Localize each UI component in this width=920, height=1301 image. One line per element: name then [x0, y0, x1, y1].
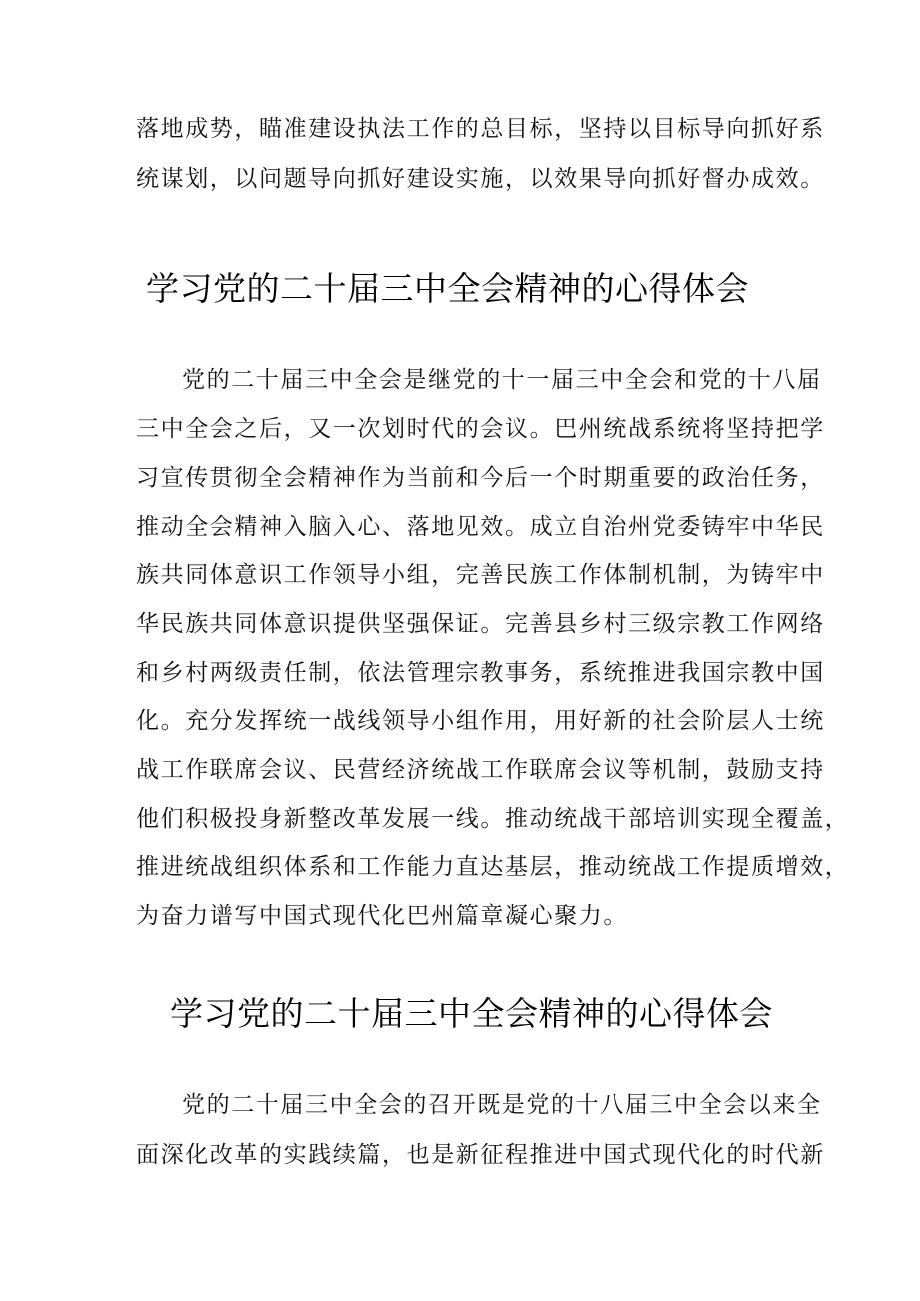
paragraph-line: 三中全会之后，又一次划时代的会议。巴州统战系统将坚持把学 — [136, 416, 825, 442]
section-title: 学习党的二十届三中全会精神的心得体会 — [170, 994, 773, 1033]
section-title: 学习党的二十届三中全会精神的心得体会 — [146, 269, 749, 308]
paragraph-line: 推进统战组织体系和工作能力直达基层，推动统战工作提质增效， — [136, 854, 850, 880]
paragraph-line: 族共同体意识工作领导小组，完善民族工作体制机制，为铸牢中 — [136, 562, 825, 588]
paragraph-line: 华民族共同体意识提供坚强保证。完善县乡村三级宗教工作网络 — [136, 611, 825, 637]
paragraph-line: 为奋力谱写中国式现代化巴州篇章凝心聚力。 — [136, 903, 628, 929]
paragraph-line: 和乡村两级责任制，依法管理宗教事务，系统推进我国宗教中国 — [136, 660, 825, 686]
paragraph-line: 落地成势，瞄准建设执法工作的总目标，坚持以目标导向抓好系 — [136, 116, 825, 142]
paragraph-line: 党的二十届三中全会是继党的十一届三中全会和党的十八届 — [182, 367, 822, 393]
paragraph-line: 战工作联席会议、民营经济统战工作联席会议等机制，鼓励支持 — [136, 757, 825, 783]
paragraph-line: 面深化改革的实践续篇，也是新征程推进中国式现代化的时代新 — [136, 1142, 825, 1168]
paragraph-line: 推动全会精神入脑入心、落地见效。成立自治州党委铸牢中华民 — [136, 514, 825, 540]
paragraph-line: 党的二十届三中全会的召开既是党的十八届三中全会以来全 — [182, 1092, 822, 1118]
paragraph-line: 他们积极投身新整改革发展一线。推动统战干部培训实现全覆盖， — [136, 806, 850, 832]
paragraph-line: 化。充分发挥统一战线领导小组作用，用好新的社会阶层人士统 — [136, 708, 825, 734]
paragraph-line: 统谋划，以问题导向抓好建设实施，以效果导向抓好督办成效。 — [136, 166, 825, 192]
paragraph-line: 习宣传贯彻全会精神作为当前和今后一个时期重要的政治任务， — [136, 465, 825, 491]
